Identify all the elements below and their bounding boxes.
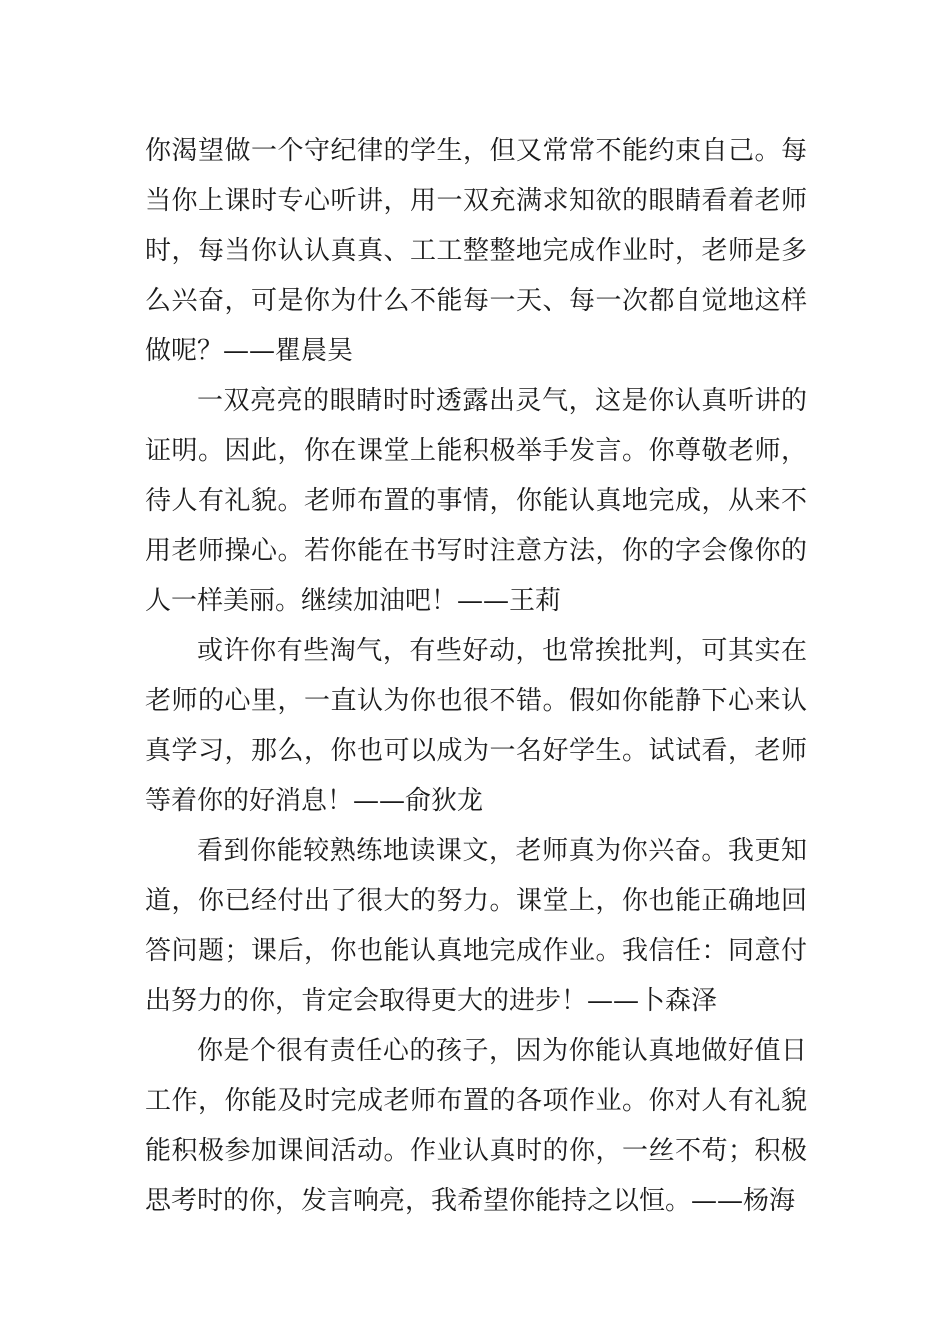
paragraph-2: 一双亮亮的眼睛时时透露出灵气，这是你认真听讲的证明。因此，你在课堂上能积极举手发言。你尊敬老师，待人有礼貌。老师布置的事情，你能认真地完成，从来不用老师操心。若你能在书写时注意方法，你的字会像你的人一样美丽。继续加油吧！——王莉 <box>145 386 807 616</box>
paragraph-4: 看到你能较熟练地读课文，老师真为你兴奋。我更知道，你已经付出了很大的努力。课堂上，你也能正确地回答问题；课后，你也能认真地完成作业。我信任：同意付出努力的你，肯定会取得更大的进步！——卜森泽 <box>145 836 807 1016</box>
paragraph-1: 你渴望做一个守纪律的学生，但又常常不能约束自己。每当你上课时专心听讲，用一双充满求知欲的眼睛看着老师时，每当你认认真真、工工整整地完成作业时，老师是多么兴奋，可是你为什么不能每一天、每一次都自觉地这样做呢？——瞿晨昊 <box>145 136 807 366</box>
paragraph-3: 或许你有些淘气，有些好动，也常挨批判，可其实在老师的心里，一直认为你也很不错。假如你能静下心来认真学习，那么，你也可以成为一名好学生。试试看，老师等着你的好消息！——俞狄龙 <box>145 636 807 816</box>
document-body <box>145 126 807 1226</box>
paragraph-5: 你是个很有责任心的孩子，因为你能认真地做好值日工作，你能及时完成老师布置的各项作业。你对人有礼貌能积极参加课间活动。作业认真时的你，一丝不苟；积极思考时的你，发言响亮，我希望你能持之以恒。——杨海 <box>145 1036 807 1216</box>
